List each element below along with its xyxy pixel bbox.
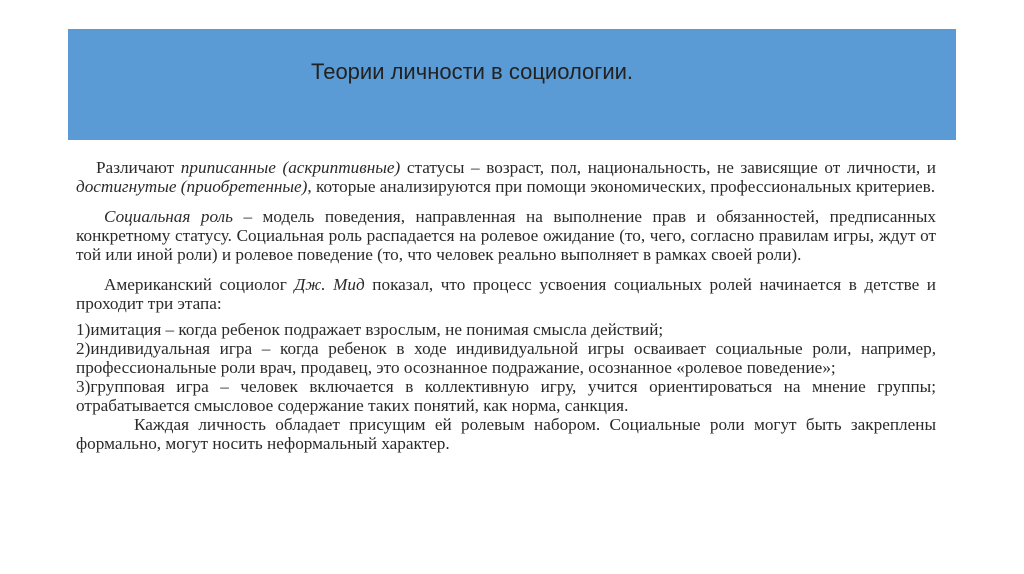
slide-body xyxy=(76,158,936,453)
text-segment: Американский социолог xyxy=(104,275,295,294)
italic-term-social-role: Социальная роль xyxy=(104,207,233,226)
paragraph-mead xyxy=(76,275,936,313)
title-banner xyxy=(68,29,956,140)
stages-list xyxy=(76,320,936,415)
text-segment: , которые анализируются при помощи экономических, профессиональных критериев. xyxy=(307,177,936,196)
italic-term-ascriptive: приписанные (аскриптивные) xyxy=(180,158,401,177)
text-segment: статусы – возраст, пол, национальность, не зависящие от личности, и xyxy=(400,158,937,177)
text-segment: Различают xyxy=(96,158,181,177)
list-item-imitation: 1)имитация – когда ребенок подражает взрослым, не понимая смысла действий; xyxy=(76,320,664,339)
paragraph-statuses xyxy=(76,158,936,196)
text-segment: показал, что процесс усвоения социальных ролей начинается в детстве и проходит три этапа: xyxy=(76,275,936,313)
list-item-individual-game: 2)индивидуальная игра – когда ребенок в ходе индивидуальной игры осваивает социальные роли, например, профессиональные роли врач, продавец, это осознанное подражание, осознанное «ролевое поведение»; xyxy=(76,339,936,377)
text-segment: – модель поведения, направленная на выполнение прав и обязанностей, предписанных конкретному статусу. Социальная роль распадается на ролевое ожидание (то, чего, согласно правилам игры, ждут от той или иной роли) и ролевое поведение (то, что человек реально выполняет в рамках своей роли). xyxy=(76,207,936,264)
slide-title: Теории личности в социологии. xyxy=(311,59,634,84)
italic-name-mead: Дж. Мид xyxy=(294,275,365,294)
italic-term-achieved: достигнутые (приобретенные) xyxy=(76,177,308,196)
paragraph-role-set: Каждая личность обладает присущим ей ролевым набором. Социальные роли могут быть закреплены формально, могут носить неформальный характер. xyxy=(76,415,936,453)
list-item-group-game: 3)групповая игра – человек включается в коллективную игру, учится ориентироваться на мнение группы; отрабатывается смысловое содержание таких понятий, как норма, санкция. xyxy=(76,377,936,415)
paragraph-social-role xyxy=(76,207,936,264)
